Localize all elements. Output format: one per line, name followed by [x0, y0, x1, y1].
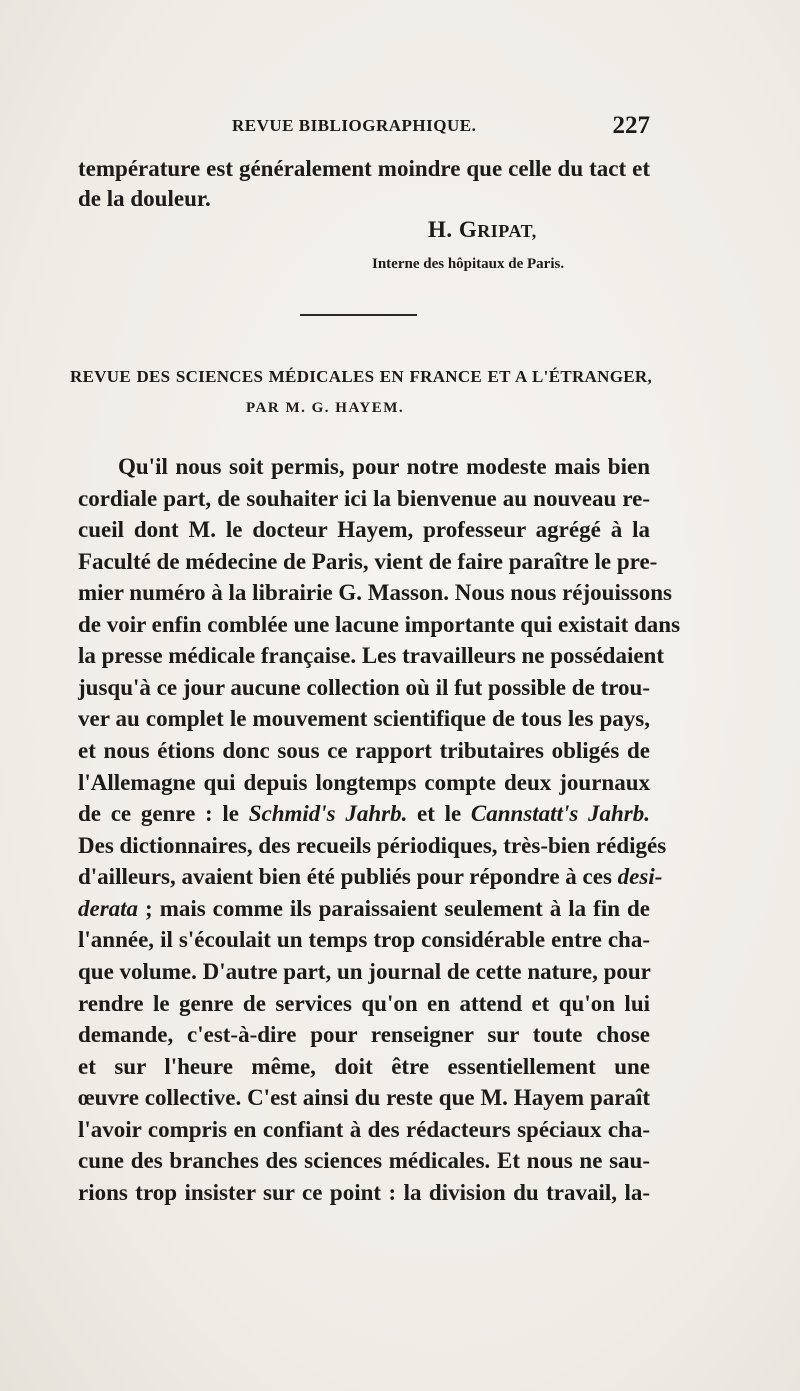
text-segment: ; mais comme ils paraissaient seulement à la fin de: [138, 896, 650, 921]
journal-title-italic: Schmid's Jahrb.: [248, 801, 408, 826]
section-heading: REVUE DES SCIENCES MÉDICALES EN FRANCE ET A L'ÉTRANGER,: [70, 367, 652, 386]
text-line: ver au complet le mouvement scientifique de tous les pays,: [78, 706, 650, 731]
text-line: de la douleur.: [78, 186, 211, 211]
text-line: [78, 863, 663, 891]
text-line: cordiale part, de souhaiter ici la bienvenue au nouveau re-: [78, 486, 650, 511]
text-line: température est généralement moindre que celle du tact et: [78, 156, 650, 181]
text-line: rions trop insister sur ce point : la division du travail, la-: [78, 1180, 650, 1205]
text-line: que volume. D'autre part, un journal de cette nature, pour: [78, 959, 651, 984]
page-header: [76, 112, 650, 142]
text-line: et sur l'heure même, doit être essentiellement une: [78, 1054, 650, 1079]
signature-name-rest: RIPAT,: [477, 221, 537, 241]
italic-phrase: desi-: [617, 864, 663, 889]
text-line: Des dictionnaires, des recueils périodiques, très-bien rédigés: [78, 833, 667, 858]
text-line: [78, 895, 650, 923]
section-author: PAR M. G. HAYEM.: [246, 400, 405, 416]
text-line: de voir enfin comblée une lacune importante qui existait dans: [78, 612, 681, 637]
text-line: rendre le genre de services qu'on en attend et qu'on lui: [78, 991, 650, 1016]
italic-phrase: derata: [78, 896, 139, 921]
text-line: mier numéro à la librairie G. Masson. Nous nous réjouissons: [78, 580, 672, 605]
text-line: jusqu'à ce jour aucune collection où il fut possible de trou-: [78, 675, 650, 700]
text-line: cune des branches des sciences médicales. Et nous ne sau-: [78, 1148, 650, 1173]
text-segment: de ce genre : le: [78, 801, 249, 826]
running-title: REVUE BIBLIOGRAPHIQUE.: [232, 116, 477, 135]
signature-title: Interne des hôpitaux de Paris.: [372, 256, 565, 272]
text-line: et nous étions donc sous ce rapport tributaires obligés de: [78, 738, 650, 763]
text-line: l'avoir compris en confiant à des rédacteurs spéciaux cha-: [78, 1117, 650, 1142]
text-line: l'Allemagne qui depuis longtemps compte deux journaux: [78, 770, 650, 795]
text-line: œuvre collective. C'est ainsi du reste que M. Hayem paraît: [78, 1085, 650, 1110]
signature-initial: H. G: [428, 217, 478, 242]
section-divider: [300, 314, 417, 316]
text-line: cueil dont M. le docteur Hayem, professeur agrégé à la: [78, 517, 650, 542]
text-line: [78, 800, 650, 828]
journal-title-italic: Cannstatt's Jahrb.: [470, 801, 651, 826]
text-line: Faculté de médecine de Paris, vient de faire paraître le pre-: [78, 549, 658, 574]
text-line: Qu'il nous soit permis, pour notre modeste mais bien: [118, 454, 650, 479]
text-segment: et le: [407, 801, 471, 826]
signature-name: [428, 217, 537, 243]
text-line: demande, c'est-à-dire pour renseigner sur toute chose: [78, 1022, 650, 1047]
text-line: l'année, il s'écoulait un temps trop considérable entre cha-: [78, 927, 650, 952]
page-number: 227: [612, 112, 650, 139]
text-line: la presse médicale française. Les travailleurs ne possédaient: [78, 643, 665, 668]
text-segment: d'ailleurs, avaient bien été publiés pour répondre à ces: [78, 864, 618, 889]
